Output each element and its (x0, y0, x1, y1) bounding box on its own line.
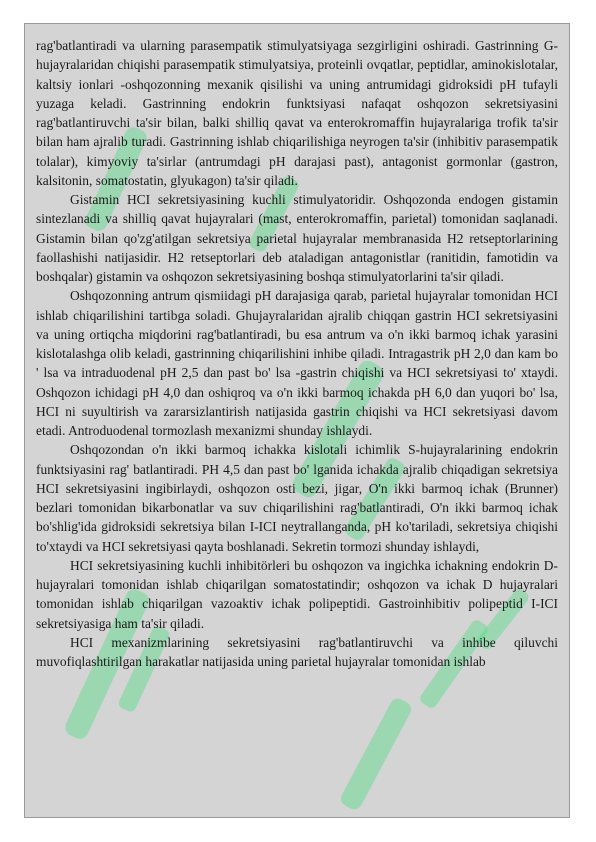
page-frame (24, 23, 570, 818)
paragraph-mechanisms: HCI mexanizmlarining sekretsiyasini rag'batlantiruvchi va inhibe qiluvchi muvofiqlashtirilgan harakatlar natijasida uning parietal hujayralar tomonidan ishlab (36, 634, 558, 669)
paragraph-secretin: Oshqozondan o'n ikki barmoq ichakka kislotali ichimlik S-hujayralarining endokrin funktsiyasini rag' batlantiradi. PH 4,5 dan past bo' lganida ichakda ajralib chiqadigan sekretsiya HCI sekretsiyasini ingibirlaydi, oshqozon osti bezi, jigar, O'n ikki barmoq ichak (Brunner) bezlari tomonidan bikarbonatlar va suv chiqarilishini rag'batlantiradi, O'n ikki barmoq ichak bo'shlig'ida gidroksidi sekretsiya bilan I-ICI neytrallanganda, pH ko'tariladi, sekretsiya chiqishi to'xtaydi va HCI sekretsiyasi qayta boshlanadi. Sekretin tormozi shunday ishlaydi, (36, 442, 558, 554)
paragraph-gastrin-continued: rag'batlantiradi va ularning parasempatik stimulyatsiyaga sezgirligini oshiradi. Gastrinning G-hujayralaridan chiqishi parasempatik stimulyatsiya, proteinli ovqatlar, peptidlar, aminokislotalar, kaltsiy ionlari -oshqozonning mexanik qisilishi va uning antrumidagi gidroksidi pH tufayli yuzaga keladi. Gastrinning endokrin funktsiyasi nafaqat oshqozon sekretsiyasini rag'batlantiruvchi ta'sir bilan, balki shilliq qavat va enterokromaffin hujayralariga trofik ta'sir bilan ham ajralib turadi. Gastrinning ishlab chiqarilishiga neyrogen ta'sir (inhibitiv parasempatik tolalar), kimyoviy ta'sirlar (antrumdagi pH darajasi past), antagonist gormonlar (gastron, kalsitonin, somatostatin, glyukagon) ta'sir qiladi. (36, 38, 558, 188)
paragraph-histamine: Gistamin HCI sekretsiyasining kuchli stimulyatoridir. Oshqozonda endogen gistamin sintezlanadi va shilliq qavat hujayralari (mast, enterokromaffin, parietal) tomonidan saqlanadi. Gistamin bilan qo'zg'atilgan sekretsiya parietal hujayralar membranasida H2 retseptorlarining faollashishi natijasidir. H2 retseptorlari deb ataladigan antagonistlar (ranitidin, famotidin va boshqalar) gistamin va oshqozon sekretsiyasining boshqa stimulyatorlarini ta'sir qiladi. (36, 192, 558, 284)
paragraph-antrum-ph: Oshqozonning antrum qismiidagi pH darajasiga qarab, parietal hujayralar tomonidan HCI ishlab chiqarilishini tartibga soladi. Ghujayralaridan ajralib chiqqan gastrin HCI sekretsiyasini va uning ortiqcha miqdorini rag'batlantiradi, bu esa antrum va o'n ikki barmoq ichak yarasini kislotalashga olib keladi, gastrinning chiqarilishini inhibe qiladi. Intragastrik pH 2,0 dan kam bo ' lsa va intraduodenal pH 2,5 dan past bo' lsa -gastrin chiqishi va HCI sekretsiyasi to' xtaydi. Oshqozon ichidagi pH 4,0 dan oshiqroq va o'n ikki barmoq ichakda pH 6,0 dan yuqori bo' lsa, HCI ni suyultirish va zararsizlantirish natijasida gastrin chiqishi va HCI sekretsiyasi davom etadi. Antroduodenal tormozlash mexanizmi shunday ishlaydi. (36, 288, 558, 438)
paragraph-inhibitors: HCI sekretsiyasining kuchli inhibitörleri bu oshqozon va ingichka ichakning endokrin D-hujayralari tomonidan ishlab chiqarilgan somatostatindir; oshqozon va ichak D hujayralari tomonidan ishlab chiqarilgan vazoaktiv ichak polipeptidi. Gastroinhibitiv polipeptid I-ICI sekretsiyasiga ham ta'sir qiladi. (36, 557, 558, 631)
document-body (36, 36, 558, 671)
